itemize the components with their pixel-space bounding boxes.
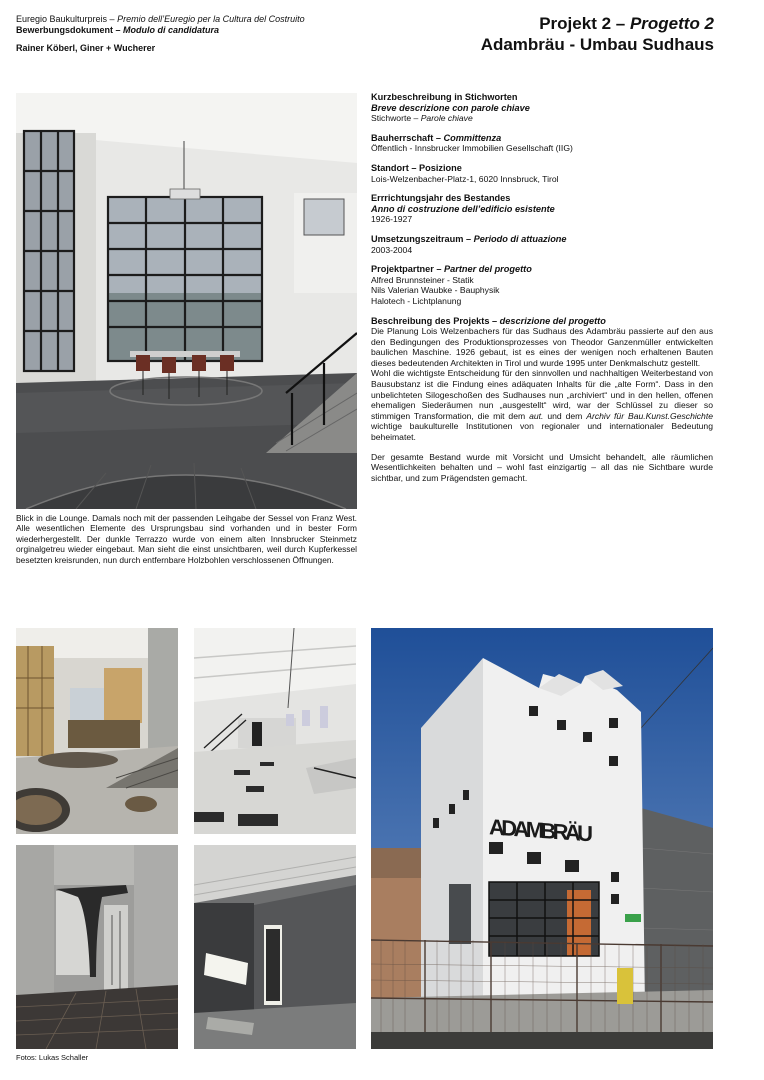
description-paragraph: Die Planung Lois Welzenbachers für das Sudhaus des Adambräu passierte auf den aus den Bedingungen des Produktionsprozesses von Theodor Ganzenmüller entwickelten baulichen Maschine. 1926 gebaut, ist es eines der wenigen noch erhaltenen Bauten dieses bedeutenden Architekten in Tirol und wurde 1995 unter Denkmalschutz gestellt. <box>371 326 713 368</box>
photo-dark-room <box>194 845 356 1049</box>
photo-white-hall <box>194 628 356 834</box>
location-text: Lois-Welzenbacher-Platz-1, 6020 Innsbruck, Tirol <box>371 173 559 184</box>
photo-silo-corridor <box>16 845 178 1049</box>
photo-facade <box>371 628 713 1049</box>
document-line: Bewerbungsdokument – Modulo di candidatura <box>16 25 220 35</box>
project-title: Projekt 2 – Progetto 2 <box>539 14 714 33</box>
partners-heading: Projektpartner – Partner del progetto <box>371 264 532 275</box>
photo-credit: Fotos: Lukas Schaller <box>16 1053 89 1062</box>
authors: Rainer Köberl, Giner + Wucherer <box>16 43 156 53</box>
section-client <box>371 133 713 154</box>
photo-construction-interior <box>16 628 178 834</box>
photo-caption: Blick in die Lounge. Damals noch mit der passenden Leihgabe der Sessel von Franz West. Alle wesentlichen Elemente des Ursprungsbau sind vorhanden und in bester Form wiederhergestellt. Der dunkle Terrazzo wurde von einem alten Innsbrucker Steinmetz orginalgetreu wieder eingebaut. Man sieht die einst unsichtbaren, weil durch Kupferkessel besetzten kreisrunden, nun durch entfernbare Holzbohlen verschlossenen Öffnungen. <box>16 513 357 565</box>
location-heading: Standort – Posizione <box>371 162 462 173</box>
section-short-description <box>371 92 713 124</box>
partner-item: Halotech - Lichtplanung <box>371 295 462 306</box>
project-info <box>371 92 713 492</box>
short-description-heading-it: Breve descrizione con parole chiave <box>371 102 530 113</box>
construction-year-text: 1926-1927 <box>371 214 413 225</box>
facade-lettering: ADAMBRÄU <box>489 814 593 847</box>
photo-lounge <box>16 93 357 509</box>
prize-line: Euregio Baukulturpreis – Premio dell’Euregio per la Cultura del Costruito <box>16 14 305 24</box>
construction-year-heading: Errrichtungsjahr des Bestandes <box>371 193 511 204</box>
section-description <box>371 316 713 484</box>
keywords-line: Stichworte – Parole chiave <box>371 113 473 124</box>
section-partners <box>371 264 713 306</box>
description-paragraph: Wohl die wichtigste Entscheidung für den sinnvollen und nachhaltigen Weiterbestand von Bausubstanz ist die Findung eines adäquaten Inhalts für die „alte Form“. Dass in den unbelichteten Silogeschoßen des Sudhauses nun „archiviert“ und in den hellen, offenen ehemaligen Siederäumen nun „ausgestellt“ wird, war der Schlüssel zu dieser so stimmigen Transformation, die mit dem aut. und dem Archiv für Bau.Kunst.Geschichte wichtige baukulturelle Institutionen von regionaler und internationaler Bedeutung beheimatet. <box>371 368 713 443</box>
header-left <box>16 14 305 54</box>
client-heading: Bauherrschaft – Committenza <box>371 132 502 143</box>
implementation-heading: Umsetzungszeitraum – Periodo di attuazione <box>371 233 567 244</box>
partner-item: Nils Valerian Waubke - Bauphysik <box>371 285 500 296</box>
short-description-heading: Kurzbeschreibung in Stichworten <box>371 92 518 102</box>
section-construction-year <box>371 193 713 225</box>
section-location <box>371 163 713 184</box>
description-heading: Beschreibung des Projekts – descrizione del progetto <box>371 315 606 326</box>
partner-item: Alfred Brunnsteiner - Statik <box>371 274 474 285</box>
project-subtitle: Adambräu - Umbau Sudhaus <box>480 35 714 54</box>
implementation-text: 2003-2004 <box>371 244 413 255</box>
client-text: Öffentlich - Innsbrucker Immobilien Gesellschaft (IIG) <box>371 143 573 154</box>
description-paragraph: Der gesamte Bestand wurde mit Vorsicht und Umsicht behandelt, alle räumlichen Wesentlichkeiten behalten und – wohl fast einzigartig – all das nie Sichtbare wurde sichtbar, und zum Prägendsten gemacht. <box>371 451 713 483</box>
construction-year-heading-it: Anno di costruzione dell’edificio esistente <box>371 203 555 214</box>
section-implementation <box>371 234 713 255</box>
header-right <box>481 13 714 55</box>
